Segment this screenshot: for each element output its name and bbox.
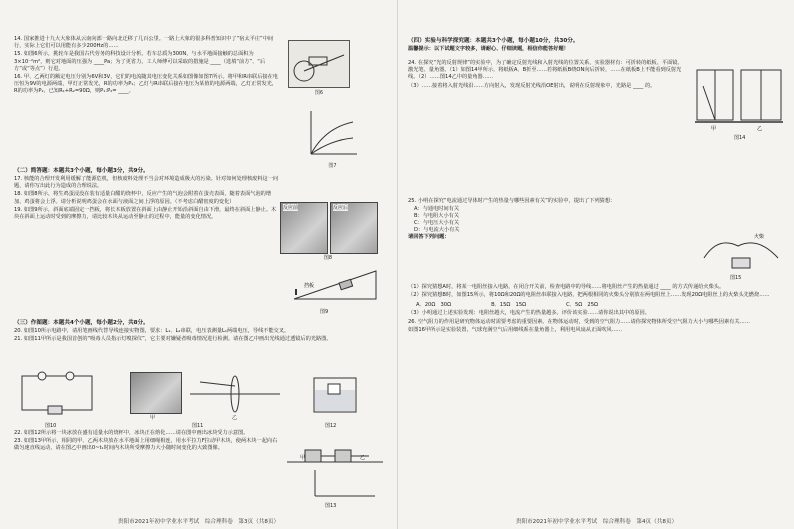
figure-13b-label: 乙 [360, 455, 366, 461]
figure-8-after-label: 反应后 [333, 205, 349, 211]
page-3-footer: 贵阳市2021年初中学业水平考试 综合理科卷 第3页（共8页） [117, 519, 280, 525]
option-a: A．20Ω 30Ω [416, 302, 452, 309]
left-column [14, 36, 279, 97]
right-column-3 [408, 284, 781, 335]
hypothesis-list [414, 206, 685, 234]
resistor-options [416, 301, 781, 308]
question-19: 19. 如图9所示，斜面底端固定一挡板，将长木板放置在斜面上由静止开始沿斜面自由下滑，最终在斜面上静止。木块在斜面上运动时受到的摩擦力，请比较木块从运动至静止的过程中，能量的变化情况。 [14, 206, 277, 221]
question-21: 21. 如图11甲所示是我国首创的“吸毒人员指示灯嗅探仪”，它主要对嫌疑者吸毒情况进行检测。请在图乙中画出光线通过透镜后的光路图。 [14, 336, 332, 343]
figure-14a-label: 甲 [711, 126, 717, 132]
question-23: 23. 如图13甲所示，相同的甲、乙两木块放在水平地面上用细绳相连，用水平拉力F拉动甲木块，使两木块一起向右做匀速直线运动，请在图乙中画出0~t₁时间内木块所受摩擦力大小随时间变化的大致图像。 [14, 438, 278, 452]
figure-10-caption: 图10 [45, 423, 57, 429]
left-column-4 [14, 430, 279, 454]
question-25-prompt: 请回答下列问题： [408, 234, 450, 241]
beaker-diagram [300, 372, 370, 416]
option-c: C．5Ω 25Ω [566, 302, 598, 309]
heating-circuit-diagram [698, 228, 784, 272]
question-24: 24. 在探究“光的反射规律”的实验中，为了确定反射光线和入射光线的位置关系，实验器材有：可折转的纸板、平面镜、激光笔、量角器。（1）如图14甲所示，将纸板A、B折至……若将纸板B绕ON向后折转，……在纸板B上不能看到反射光线。（2）……图14乙中的量角器…… [408, 60, 683, 81]
figure-11-caption: 图11 [192, 423, 204, 429]
wheelbarrow-diagram [289, 41, 349, 87]
question-16: 16. 甲、乙两灯的额定电压分别为6V和3V，它们的电流随其电压变化关系如图像如图7所示。将甲和R串联后接在电压恒为9V的电源两端，甲灯正常发光，R的功率为P₁；乙灯与R串联后接在电压为某值的电源两端，乙灯正常发光，R的功率为P₂，已知R₁+R₂=90Ω，则P₁:P₂= ____。 [14, 74, 278, 95]
question-18: 18. 如图8所示，将生鸡蛋浸没在装有适量白醋的烧杯中，反应产生的气泡会附着在蛋壳表面，随着表面气泡的增加，鸡蛋将会上浮。请分析说明鸡蛋会在水面与液面之间上浮的原因。（不考虑白醋密度的变化） [14, 191, 272, 205]
incline-diagram [290, 265, 380, 305]
right-header-block [408, 36, 781, 54]
figure-12-caption: 图12 [325, 423, 337, 429]
hypothesis-b: B：与电阻大小有关 [414, 213, 460, 220]
figure-13a-label: 甲 [300, 455, 306, 461]
question-25-part1: （1）探究猜想A时，将某一电阻丝接入电路，在闭合开关前，检查电路中的导线……将电阻丝产生的热量通过 ____ 的方式传递给火柴头。 [408, 284, 725, 290]
figure-11b-label: 乙 [232, 415, 238, 421]
circuit-diagram [18, 370, 98, 420]
question-20: 20. 如图10所示电路中，请用笔画线代替导线连接实物图，要求：L₁、L₂串联，电压表测量L₁两端电压，导线不能交叉。 [14, 328, 290, 334]
figure-11-photo [130, 372, 182, 414]
figure-8-before-photo [280, 202, 328, 254]
left-column-2 [14, 166, 279, 222]
question-25-part3: （3）小明通过上述实验发现：电阻丝越大，电流产生的热量越多。评价该实验……请你说出其中的原因。 [408, 310, 650, 317]
figure-7 [305, 108, 360, 169]
figure-13-caption: 图13 [325, 503, 337, 509]
figure-8-before-label: 反应前 [283, 205, 299, 211]
notice: 温馨提示：以下试题文字较多，请耐心、仔细读题，相信你能答好题！ [408, 46, 569, 52]
figure-8-caption: 图8 [323, 255, 333, 261]
figure-15-caption: 图15 [730, 275, 742, 281]
figure-6-caption: 图6 [314, 90, 324, 96]
figure-15-label: 火柴 [754, 234, 765, 240]
figure-14-caption: 图14 [734, 135, 746, 141]
figure-11a-label: 甲 [150, 415, 156, 421]
page-4 [397, 0, 794, 529]
lens-diagram [190, 372, 280, 416]
iv-graph [305, 108, 360, 160]
question-26-setup: 如图16甲所示是实验装置，气球充满空气后用细线系在量角器上，利用电风扇从正面吹风…… [408, 326, 623, 333]
option-b: B．15Ω 15Ω [491, 302, 527, 309]
figure-9-caption: 图9 [320, 309, 329, 315]
left-column-3 [14, 318, 383, 344]
hypothesis-d: D：与电流大小有关 [414, 227, 460, 234]
question-25: 25. 小明在探究“电流通过导体时产生的热量与哪些因素有关”的实验中，提出了下列猜想： [408, 198, 616, 204]
question-25-part2: （2）探究猜想B时，如图15所示，将10Ω和20Ω的电阻丝串联接入电路，把两根相同的火柴头分别放在两电阻丝上……发现20Ω电阻丝上的火柴头先燃烧…… [408, 292, 770, 299]
page-4-footer: 贵阳市2021年初中学业水平考试 综合理科卷 第4页（共8页） [515, 519, 678, 525]
reflection-diagram [693, 66, 785, 132]
figure-7-caption: 图7 [328, 163, 337, 169]
question-22: 22. 如图12所示将一块冰放在盛有适量水的烧杯中，冰块正在熔化……请在图中画出冰块受力示意图。 [14, 430, 249, 436]
friction-diagram [285, 440, 385, 500]
incline-label: 挡板 [304, 283, 315, 289]
question-17: 17. 核能的合理开发利用缓解了能源危机，但核废料处理不当会对环境造成极大的污染。针对如何处理核废料这一问题，请你写出此行为造成的合理说法。 [14, 176, 279, 190]
question-26: 26. 空气阻力的作用是研究物体运动时需要考虑的重要因素。在物体运动时，受到的空气阻力……请你探究物体所受空气阻力大小与哪些因素有关…… [408, 318, 750, 325]
figure-14b-label: 乙 [757, 126, 763, 132]
question-15: 15. 如图6所示，挑轮车是我国古代劳务的科技设计分析。若车总质为300N，与水平地面接触的总面积为3×10⁻²m²，则它对地面的压强为 ____Pa；为了更省力，工人师傅可以采取的措施是 ____（选填“前方”、“后方”或“等点”）行进。 [14, 51, 266, 72]
right-column-1 [408, 60, 685, 91]
right-column-2 [408, 198, 685, 242]
hypothesis-c: C：与电压大小有关 [414, 220, 460, 227]
hypothesis-a: A：与通电时间有关 [414, 206, 460, 213]
section-2-heading: （二）简答题：本题共3个小题，每小题3分，共9分。 [14, 168, 149, 174]
question-14: 14. 国家推进十九大大象体从云南向部一路向北迁移了几百公里。一路上大象的很多科普知识中了“宿太平庄”中间行，实际上它们可以用能有多少200Hz的…… [14, 36, 274, 50]
section-4-heading: （四）实验与科学探究题：本题共3个小题，每小题10分，共30分。 [408, 38, 579, 44]
question-24-part3: （3）……接着将入射光线沿……方向射入，发现反射光线沿OE射出，说明在反射现象中，光路是 ____ 的。 [408, 82, 656, 89]
figure-8-after-photo [330, 202, 378, 254]
figure-6 [288, 40, 350, 96]
section-3-heading: （三）作图题：本题共4个小题，每小题2分，共8分。 [14, 320, 149, 326]
